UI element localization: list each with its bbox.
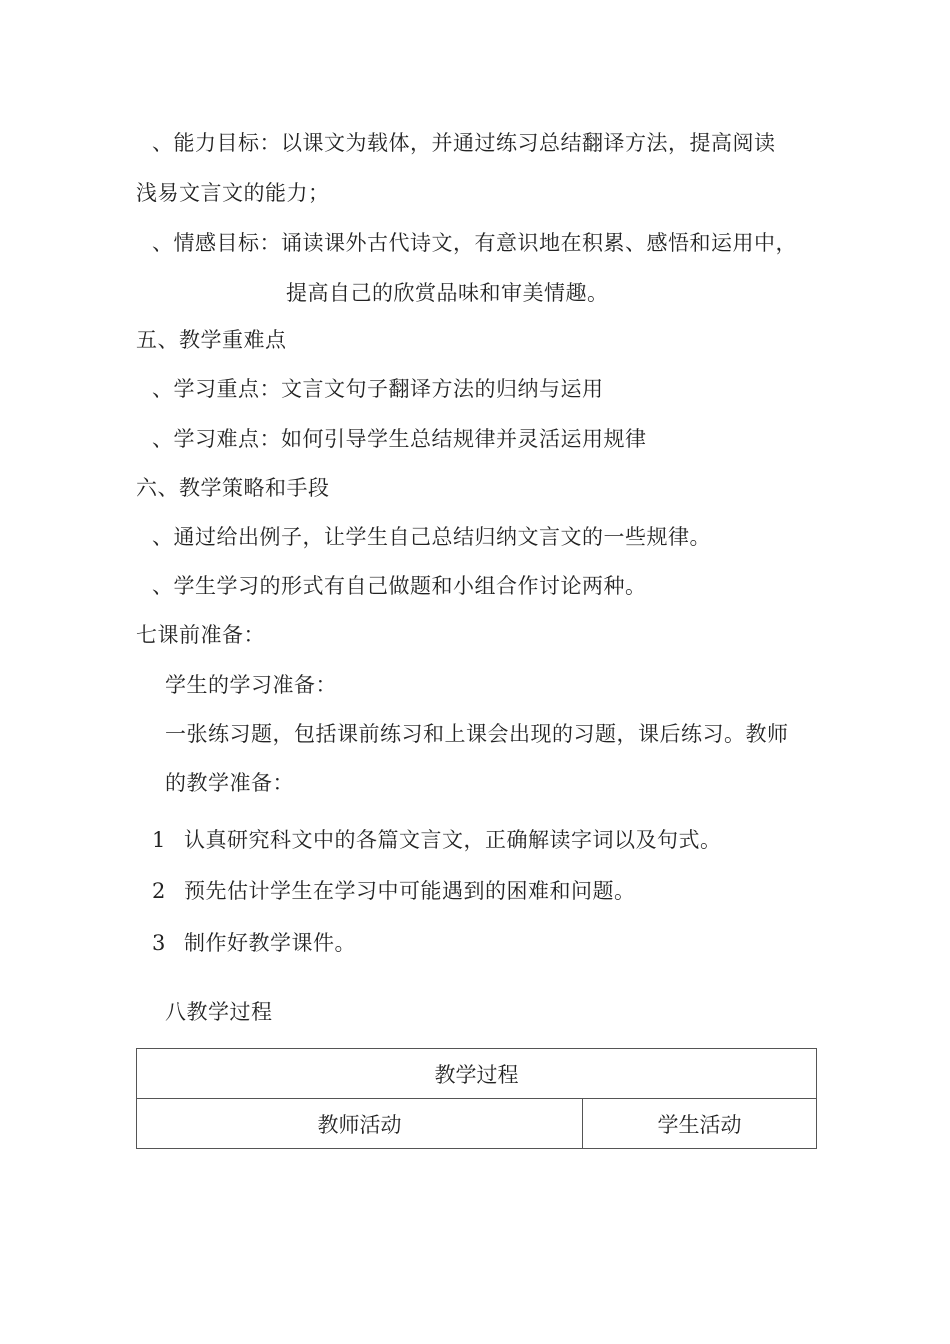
- strategy-line-2: 、学生学习的形式有自己做题和小组合作讨论两种。: [152, 574, 647, 598]
- list-item-text: 制作好教学课件。: [184, 931, 356, 955]
- key-point-line: 、学习重点：文言文句子翻译方法的归纳与运用: [152, 377, 604, 401]
- teacher-activity-cell: 教师活动: [137, 1099, 583, 1149]
- table-header-cell: 教学过程: [137, 1049, 817, 1099]
- section-5-heading: 五、教学重难点: [136, 328, 287, 352]
- section-7-heading: 七课前准备：: [136, 623, 265, 647]
- list-item-text: 认真研究科文中的各篇文言文，正确解读字词以及句式。: [184, 828, 722, 852]
- table-header-row: [137, 1049, 817, 1099]
- section-6-heading: 六、教学策略和手段: [136, 476, 330, 500]
- teacher-prep-item: [152, 876, 636, 906]
- difficult-point-line: 、学习难点：如何引导学生总结规律并灵活运用规律: [152, 427, 647, 451]
- ability-goal-line-2: 浅易文言文的能力；: [136, 181, 330, 205]
- student-activity-cell: 学生活动: [583, 1099, 817, 1149]
- list-item-text: 预先估计学生在学习中可能遇到的困难和问题。: [184, 879, 636, 903]
- section-8-heading: 八教学过程: [165, 1000, 273, 1024]
- emotion-goal-line-2: 提高自己的欣赏品味和审美情趣。: [286, 281, 609, 305]
- teacher-prep-item: [152, 825, 722, 855]
- teacher-prep-item: [152, 928, 356, 958]
- list-number: 2: [152, 879, 166, 903]
- strategy-line-1: 、通过给出例子，让学生自己总结归纳文言文的一些规律。: [152, 525, 711, 549]
- emotion-goal-line-1: 、情感目标：诵读课外古代诗文，有意识地在积累、感悟和运用中，: [152, 231, 797, 255]
- student-prep-heading: 学生的学习准备：: [165, 673, 337, 697]
- teaching-process-table: [136, 1048, 817, 1149]
- ability-goal-line-1: 、能力目标：以课文为载体，并通过练习总结翻译方法，提高阅读: [152, 131, 776, 155]
- student-prep-line-2: 的教学准备：: [165, 771, 294, 795]
- table-row: [137, 1099, 817, 1149]
- student-prep-line-1: 一张练习题，包括课前练习和上课会出现的习题，课后练习。教师: [165, 722, 789, 746]
- list-number: 1: [152, 828, 166, 852]
- list-number: 3: [152, 931, 166, 955]
